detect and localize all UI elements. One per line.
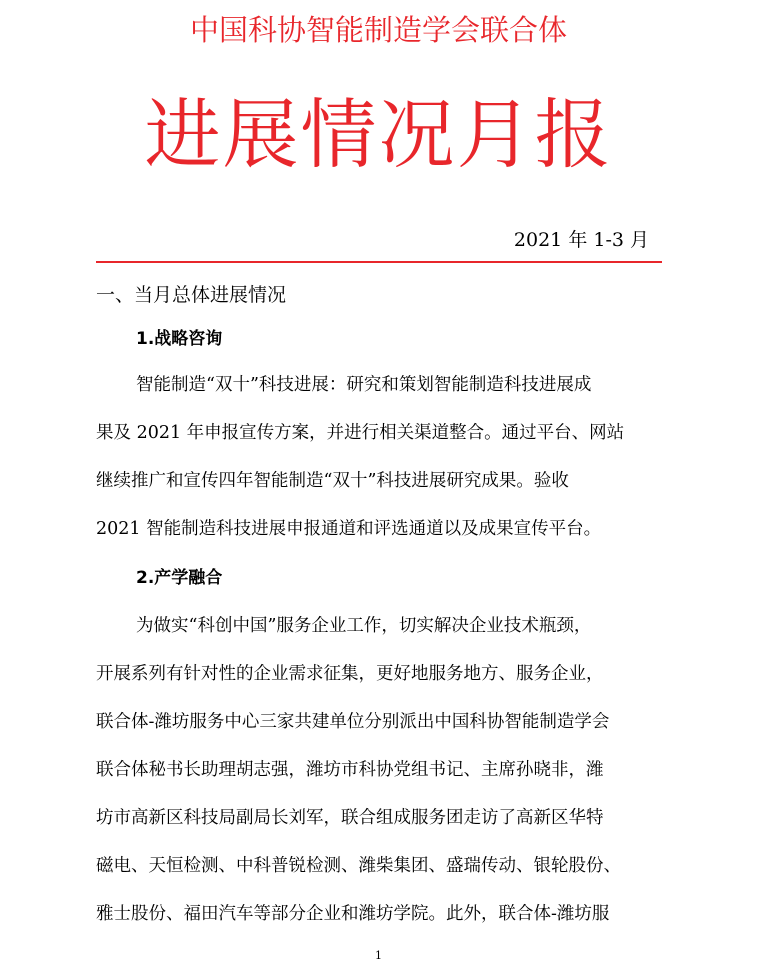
paragraph-line: 为做实“科创中国”服务企业工作，切实解决企业技术瓶颈， [136, 616, 592, 636]
paragraph-line: 雅士股份、福田汽车等部分企业和潍坊学院。此外，联合体-潍坊服 [96, 904, 610, 924]
sub-heading-industry: 2.产学融合 [136, 568, 223, 588]
header-divider [96, 261, 662, 263]
paragraph-line: 联合体-潍坊服务中心三家共建单位分别派出中国科协智能制造学会 [96, 712, 610, 732]
paragraph-line: 联合体秘书长助理胡志强，潍坊市科协党组书记、主席孙晓非，潍 [96, 760, 604, 780]
report-date: 2021 年 1-3 月 [513, 229, 649, 251]
org-title: 中国科协智能制造学会联合体 [189, 13, 567, 47]
paragraph-line: 果及 2021 年申报宣传方案，并进行相关渠道整合。通过平台、网站 [96, 423, 625, 443]
page-number: 1 [375, 949, 382, 962]
paragraph-line: 开展系列有针对性的企业需求征集，更好地服务地方、服务企业， [96, 664, 604, 684]
sub-heading-strategy: 1.战略咨询 [136, 329, 223, 349]
report-title: 进展情况月报 [144, 90, 613, 179]
paragraph-line: 继续推广和宣传四年智能制造“双十”科技进展研究成果。验收 [96, 471, 569, 491]
paragraph-line: 磁电、天恒检测、中科普锐检测、潍柴集团、盛瑞传动、银轮股份、 [96, 856, 621, 876]
paragraph-line: 2021 智能制造科技进展申报通道和评选通道以及成果宣传平台。 [96, 519, 602, 539]
section-heading: 一、当月总体进展情况 [96, 284, 287, 306]
paragraph-line: 坊市高新区科技局副局长刘军，联合组成服务团走访了高新区华特 [96, 808, 604, 828]
paragraph-line: 智能制造“双十”科技进展：研究和策划智能制造科技进展成 [136, 375, 592, 395]
